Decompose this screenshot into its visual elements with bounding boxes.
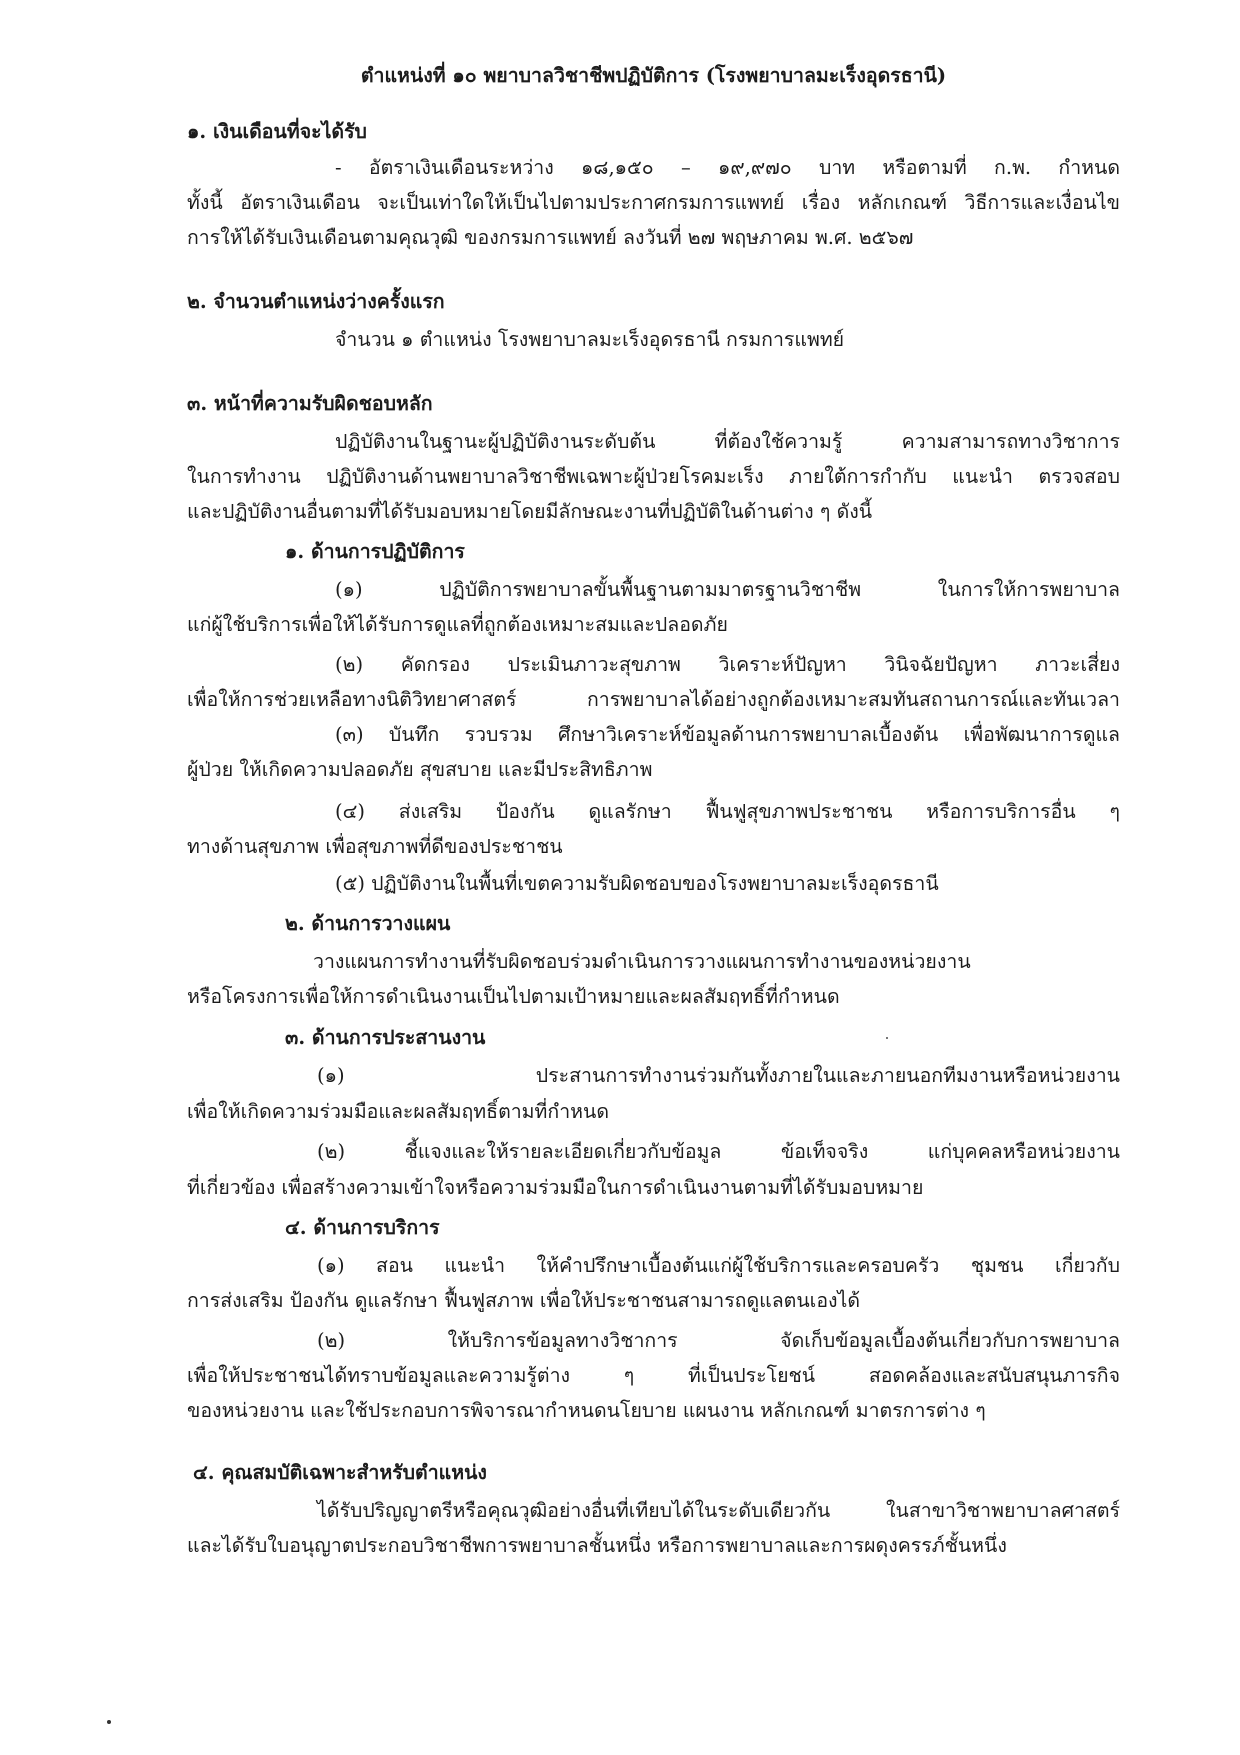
- duties-heading: ๓. หน้าที่ความรับผิดชอบหลัก: [187, 392, 433, 415]
- planning-heading: ๒. ด้านการวางแผน: [285, 912, 451, 935]
- page-title: ตำแหน่งที่ ๑๐ พยาบาลวิชาชีพปฏิบัติการ (โรงพยาบาลมะเร็งอุดรธานี): [360, 64, 947, 87]
- salary-heading: ๑. เงินเดือนที่จะได้รับ: [187, 120, 367, 143]
- coordination-item-2-line-2: ที่เกี่ยวข้อง เพื่อสร้างความเข้าใจหรือความร่วมมือในการดำเนินงานตามที่ได้รับมอบหมาย: [187, 1176, 924, 1199]
- operation-heading: ๑. ด้านการปฏิบัติการ: [285, 540, 465, 563]
- vacancy-line-1: จำนวน ๑ ตำแหน่ง โรงพยาบาลมะเร็งอุดรธานี กรมการแพทย์: [335, 328, 845, 351]
- scan-speck: [886, 1037, 888, 1039]
- duties-line-3: และปฏิบัติงานอื่นตามที่ได้รับมอบหมายโดยมีลักษณะงานที่ปฏิบัติในด้านต่าง ๆ ดังนี้: [187, 500, 873, 523]
- service-item-1-line-1: (๑) สอน แนะนำ ให้คำปรึกษาเบื้องต้นแก่ผู้ใช้บริการและครอบครัว ชุมชน เกี่ยวกับ: [317, 1254, 1120, 1277]
- duties-line-1: ปฏิบัติงานในฐานะผู้ปฏิบัติงานระดับต้น ที่ต้องใช้ความรู้ ความสามารถทางวิชาการ: [335, 430, 1120, 453]
- operation-item-2-line-2: เพื่อให้การช่วยเหลือทางนิติวิทยาศาสตร์ การพยาบาลได้อย่างถูกต้องเหมาะสมทันสถานการณ์และทันเวลา: [187, 688, 1120, 711]
- service-heading: ๔. ด้านการบริการ: [285, 1216, 440, 1239]
- salary-line-1: - อัตราเงินเดือนระหว่าง ๑๘,๑๕๐ – ๑๙,๙๗๐ บาท หรือตามที่ ก.พ. กำหนด: [335, 156, 1120, 179]
- operation-item-2-line-1: (๒) คัดกรอง ประเมินภาวะสุขภาพ วิเคราะห์ปัญหา วินิจฉัยปัญหา ภาวะเสี่ยง: [335, 653, 1120, 676]
- planning-line-2: หรือโครงการเพื่อให้การดำเนินงานเป็นไปตามเป้าหมายและผลสัมฤทธิ์ที่กำหนด: [187, 985, 840, 1008]
- vacancy-heading: ๒. จำนวนตำแหน่งว่างครั้งแรก: [187, 290, 445, 313]
- salary-line-3: การให้ได้รับเงินเดือนตามคุณวุฒิ ของกรมการแพทย์ ลงวันที่ ๒๗ พฤษภาคม พ.ศ. ๒๕๖๗: [187, 226, 914, 249]
- service-item-2-line-3: ของหน่วยงาน และใช้ประกอบการพิจารณากำหนดนโยบาย แผนงาน หลักเกณฑ์ มาตรการต่าง ๆ: [187, 1399, 986, 1422]
- operation-item-4-line-1: (๔) ส่งเสริม ป้องกัน ดูแลรักษา ฟื้นฟูสุขภาพประชาชน หรือการบริการอื่น ๆ: [335, 800, 1120, 823]
- salary-line-2: ทั้งนี้ อัตราเงินเดือน จะเป็นเท่าใดให้เป็นไปตามประกาศกรมการแพทย์ เรื่อง หลักเกณฑ์ วิธีการและเงื่อนไข: [187, 191, 1120, 214]
- operation-item-3-line-1: (๓) บันทึก รวบรวม ศึกษาวิเคราะห์ข้อมูลด้านการพยาบาลเบื้องต้น เพื่อพัฒนาการดูแล: [335, 723, 1120, 746]
- coordination-item-1-line-1: (๑) ประสานการทำงานร่วมกันทั้งภายในและภายนอกทีมงานหรือหน่วยงาน: [317, 1064, 1120, 1087]
- coordination-item-2-line-1: (๒) ชี้แจงและให้รายละเอียดเกี่ยวกับข้อมูล ข้อเท็จจริง แก่บุคคลหรือหน่วยงาน: [317, 1140, 1120, 1163]
- qualification-heading: ๔. คุณสมบัติเฉพาะสำหรับตำแหน่ง: [193, 1461, 487, 1484]
- coordination-heading: ๓. ด้านการประสานงาน: [285, 1026, 486, 1049]
- operation-item-3-line-2: ผู้ป่วย ให้เกิดความปลอดภัย สุขสบาย และมีประสิทธิภาพ: [187, 758, 653, 781]
- service-item-2-line-2: เพื่อให้ประชาชนได้ทราบข้อมูลและความรู้ต่าง ๆ ที่เป็นประโยชน์ สอดคล้องและสนับสนุนภารกิจ: [187, 1364, 1120, 1387]
- operation-item-4-line-2: ทางด้านสุขภาพ เพื่อสุขภาพที่ดีของประชาชน: [187, 835, 563, 858]
- service-item-2-line-1: (๒) ให้บริการข้อมูลทางวิชาการ จัดเก็บข้อมูลเบื้องต้นเกี่ยวกับการพยาบาล: [317, 1329, 1120, 1352]
- scan-dot: [107, 1720, 111, 1724]
- qualification-line-1: ได้รับปริญญาตรีหรือคุณวุฒิอย่างอื่นที่เทียบได้ในระดับเดียวกัน ในสาขาวิชาพยาบาลศาสตร์: [317, 1499, 1120, 1522]
- operation-item-1-line-1: (๑) ปฏิบัติการพยาบาลขั้นพื้นฐานตามมาตรฐานวิชาชีพ ในการให้การพยาบาล: [335, 578, 1120, 601]
- coordination-item-1-line-2: เพื่อให้เกิดความร่วมมือและผลสัมฤทธิ์ตามที่กำหนด: [187, 1100, 609, 1123]
- service-item-1-line-2: การส่งเสริม ป้องกัน ดูแลรักษา ฟื้นฟูสภาพ เพื่อให้ประชาชนสามารถดูแลตนเองได้: [187, 1289, 861, 1312]
- duties-line-2: ในการทำงาน ปฏิบัติงานด้านพยาบาลวิชาชีพเฉพาะผู้ป่วยโรคมะเร็ง ภายใต้การกำกับ แนะนำ ตรวจสอบ: [187, 465, 1120, 488]
- planning-line-1: วางแผนการทำงานที่รับผิดชอบร่วมดำเนินการวางแผนการทำงานของหน่วยงาน: [313, 950, 971, 973]
- qualification-line-2: และได้รับใบอนุญาตประกอบวิชาชีพการพยาบาลชั้นหนึ่ง หรือการพยาบาลและการผดุงครรภ์ชั้นหนึ่ง: [187, 1534, 1007, 1557]
- operation-item-1-line-2: แก่ผู้ใช้บริการเพื่อให้ได้รับการดูแลที่ถูกต้องเหมาะสมและปลอดภัย: [187, 613, 728, 636]
- operation-item-5-line-1: (๕) ปฏิบัติงานในพื้นที่เขตความรับผิดชอบของโรงพยาบาลมะเร็งอุดรธานี: [335, 872, 939, 895]
